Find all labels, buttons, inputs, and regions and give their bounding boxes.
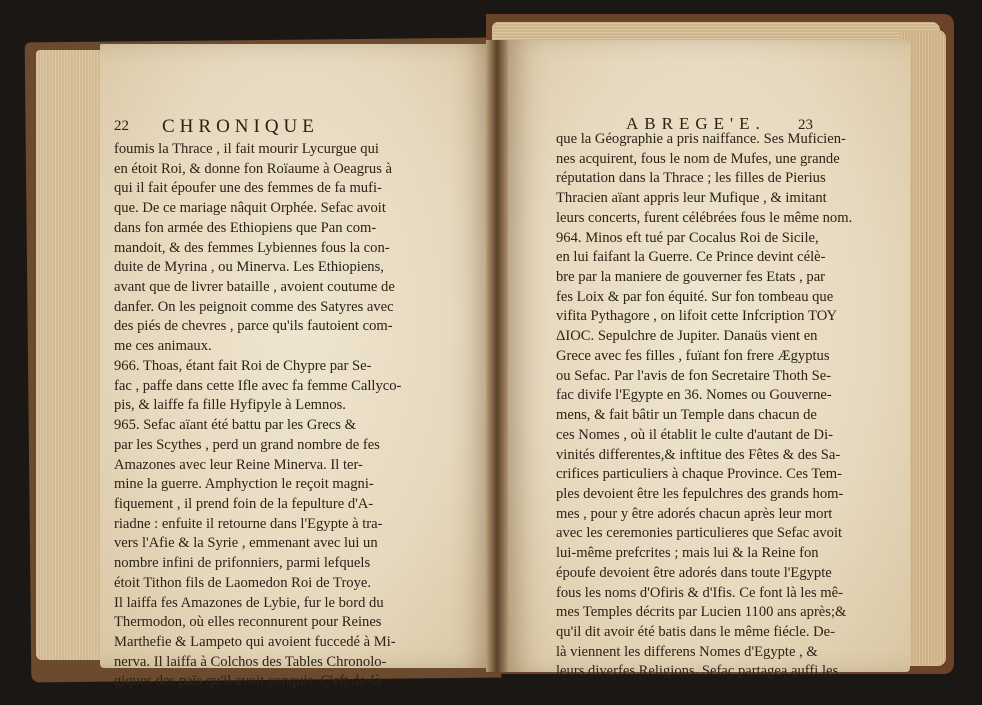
text-line: Grece avec fes filles , fuïant fon frere Ægyptus xyxy=(556,347,830,364)
text-line: réputation dans la Thrace ; les filles de Pierius xyxy=(556,170,826,187)
text-line: 965. Sefac aïant été battu par les Grecs & xyxy=(114,417,356,434)
text-line: crifices particuliers à chaque Province. Ces Tem- xyxy=(556,466,843,483)
text-line: Thracien aïant appris leur Mufique , & imitant xyxy=(556,190,827,207)
page-stack-top-edge xyxy=(492,22,940,40)
text-line: ΔΙΟC. Sepulchre de Jupiter. Danaüs vient en xyxy=(556,328,818,345)
right-page-number: 23 xyxy=(798,117,813,133)
text-line: que. De ce mariage nâquit Orphée. Sefac avoit xyxy=(114,200,386,217)
text-line: leurs concerts, furent célébrées fous le même nom. xyxy=(556,209,853,226)
text-line: mens, & fait bâtir un Temple dans chacun de xyxy=(556,407,817,424)
left-page-number: 22 xyxy=(114,118,129,134)
text-line: nes acquirent, fous le nom de Mufes, une grande xyxy=(556,150,840,167)
text-line: avec les ceremonies particulieres que Sefac avoit xyxy=(556,525,843,542)
text-line: fac , paffe dans cette Ifle avec fa femme Callyco- xyxy=(114,377,402,394)
text-line: vinités differentes,& inftitue des Fêtes & des Sa- xyxy=(556,446,841,463)
text-line: mes , pour y être adorés chacun après leur mort xyxy=(556,505,833,522)
text-line: nombre infini de prifonniers, parmi lefquels xyxy=(114,555,371,572)
text-line: fous les noms d'Ofiris & d'Ifis. Ce font là les mê- xyxy=(556,584,843,601)
text-line: dans fon armée des Ethiopiens que Pan com- xyxy=(114,219,377,236)
text-line: leurs diverfes Religions. Sefac partagea auffi les xyxy=(556,663,839,680)
text-line: duite de Myrina , ou Minerva. Les Ethiopiens, xyxy=(114,259,384,276)
text-line: époufe devoient être adorés dans toute l'Egypte xyxy=(556,564,832,581)
text-line: ples devoient être les fepulchres des grands hom- xyxy=(556,485,844,502)
text-line: là viennent les differens Nomes d'Egypte , & xyxy=(556,643,818,660)
text-line: mes Temples décrits par Lucien 1100 ans après;& xyxy=(556,604,847,621)
page-stack-left-edge xyxy=(36,50,102,660)
text-line: Marthefie & Lampeto qui avoient fuccedé à Mi- xyxy=(114,633,396,650)
right-running-title: ABREGE'E. xyxy=(626,114,766,133)
text-line: fes Loix & par fon équité. Sur fon tombeau que xyxy=(556,288,834,305)
text-line: avant que de livrer bataille , avoient coutume de xyxy=(114,279,395,296)
text-line: riadne : enfuite il retourne dans l'Egypte à tra- xyxy=(114,515,383,532)
text-line: étoit Tithon fils de Laomedon Roi de Troye. xyxy=(114,574,372,591)
text-line: 964. Minos eft tué par Cocalus Roi de Sicile, xyxy=(556,229,819,246)
text-line: qui il fait époufer une des femmes de fa mufi- xyxy=(114,180,382,197)
text-line: pis, & laiffe fa fille Hyfipyle à Lemnos. xyxy=(114,397,346,414)
text-line: mine la guerre. Amphyction le reçoit magni- xyxy=(114,476,374,493)
text-line: me ces animaux. xyxy=(114,338,212,355)
text-line: Il laiffa fes Amazones de Lybie, fur le bord du xyxy=(114,594,384,611)
text-line: danfer. On les peignoit comme des Satyres avec xyxy=(114,298,394,315)
text-line: des piés de chevres , parce qu'ils fautoient com- xyxy=(114,318,393,335)
text-line: fiquement , il prend foin de la fepulture d'A- xyxy=(114,495,374,512)
right-page-text xyxy=(556,130,902,682)
text-line: lui-même prefcrites ; mais lui & la Reine fon xyxy=(556,545,819,562)
text-line: vers l'Afie & la Syrie , emmenant avec lui un xyxy=(114,535,378,552)
text-line: par les Scythes , perd un grand nombre de fes xyxy=(114,436,380,453)
text-line: qu'il dit avoir été batis dans le même fiécle. De- xyxy=(556,623,835,640)
text-line: foumis la Thrace , il fait mourir Lycurgue qui xyxy=(114,141,379,157)
text-line: en lui faifant la Guerre. Ce Prince devint célè- xyxy=(556,249,826,266)
left-running-title: CHRONIQUE xyxy=(162,116,319,137)
text-line: 966. Thoas, étant fait Roi de Chypre par Se- xyxy=(114,357,372,374)
text-line: fac divife l'Egypte en 36. Nomes ou Gouverne- xyxy=(556,387,832,404)
text-line: nerva. Il laiffa à Colchos des Tables Chronolo- xyxy=(114,653,387,670)
text-line: que la Géographie a pris naiffance. Ses Muficien- xyxy=(556,131,846,147)
book-gutter xyxy=(486,40,508,672)
left-page-text xyxy=(114,140,486,692)
text-line: bre par la maniere de gouverner fes Etats , par xyxy=(556,269,826,286)
text-line: giques des païs qu'il avoit conquis. C'eft de-là xyxy=(114,673,382,690)
text-line: vifita Pythagore , on lifoit cette Infcription ΤΟΥ xyxy=(556,308,838,325)
text-line: ces Nomes , où il établit le culte d'autant de Di- xyxy=(556,426,833,443)
text-line: Thermodon, où elles reconnurent pour Reines xyxy=(114,614,382,631)
text-line: ou Sefac. Par l'avis de fon Secretaire Thoth Se- xyxy=(556,367,832,384)
text-line: en étoit Roi, & donne fon Roïaume à Oeagrus à xyxy=(114,160,393,177)
text-line: mandoit, & des femmes Lybiennes fous la con- xyxy=(114,239,390,256)
text-line: Amazones avec leur Reine Minerva. Il ter- xyxy=(114,456,363,473)
